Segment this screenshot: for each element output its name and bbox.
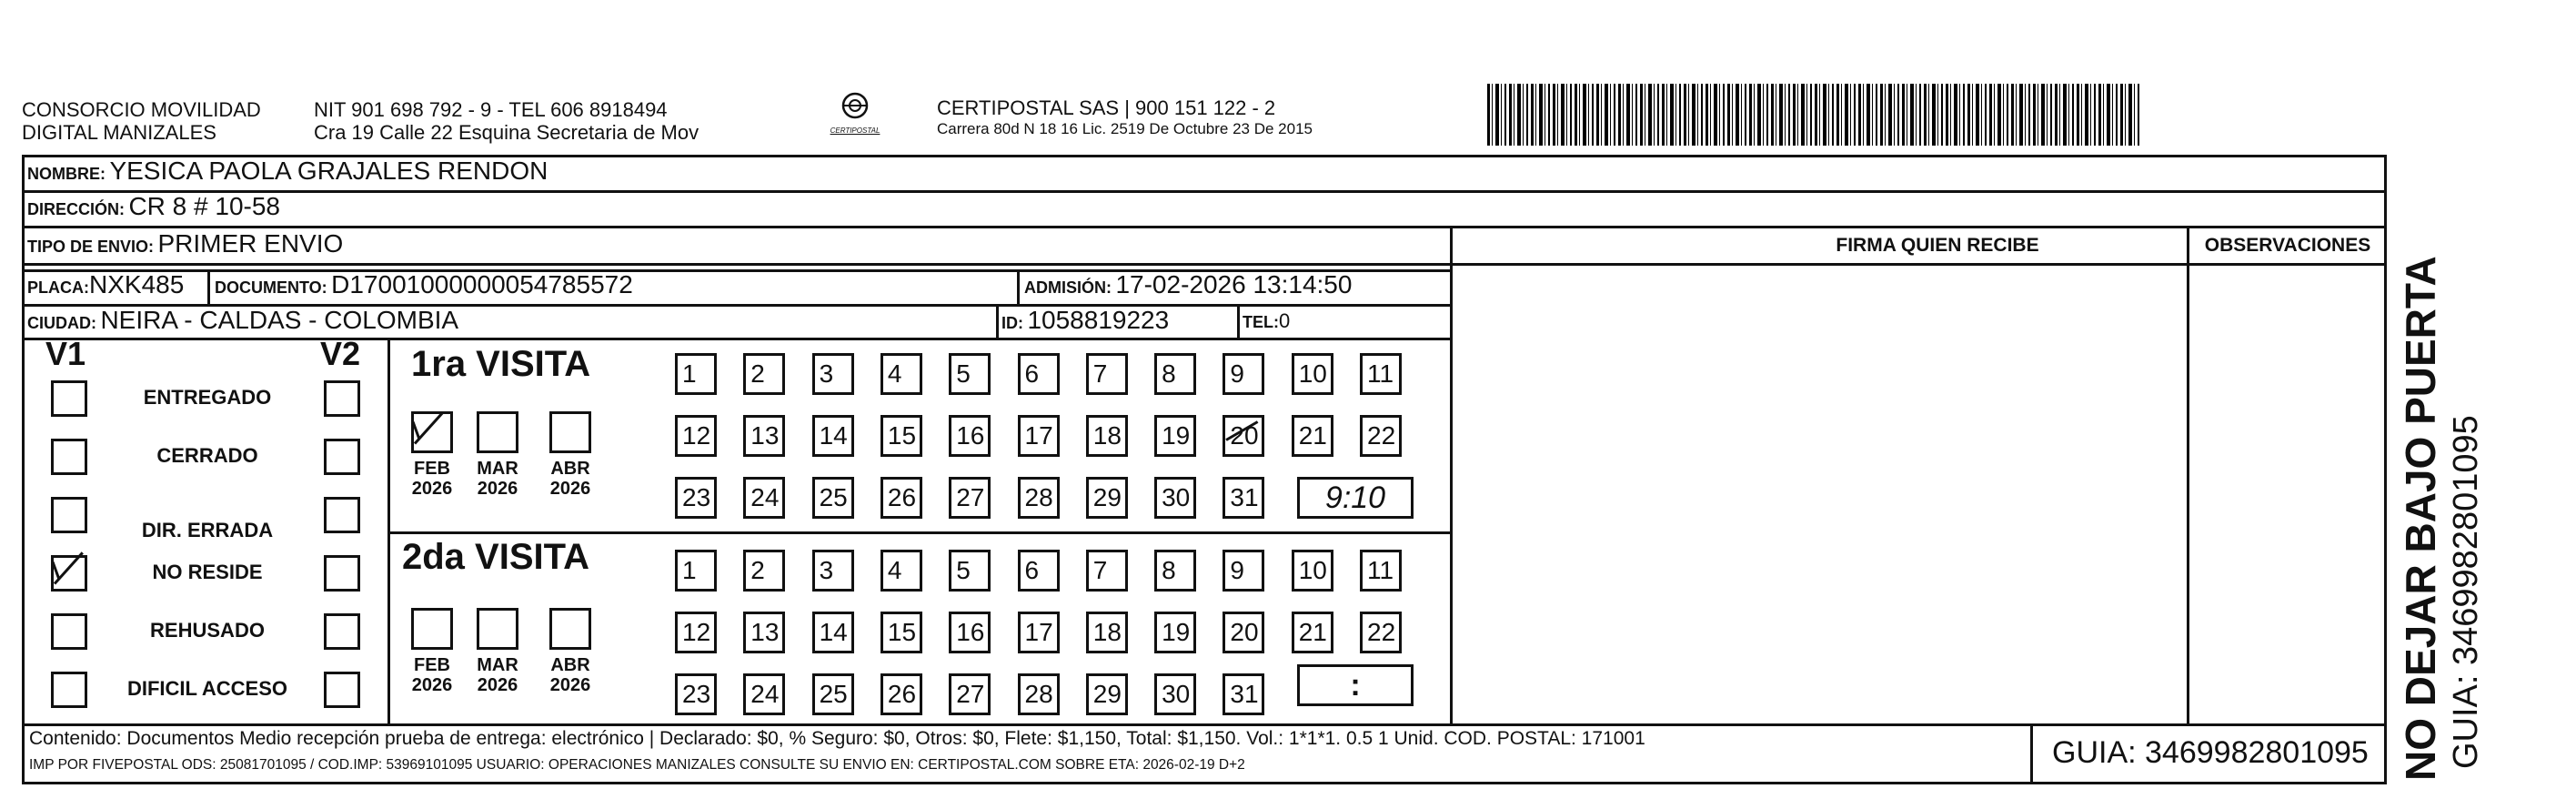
ciudad-value: NEIRA - CALDAS - COLOMBIA <box>100 306 459 334</box>
v2-checkbox[interactable] <box>324 672 360 708</box>
visit2-day-box[interactable]: 21 <box>1292 612 1333 653</box>
admision-label: ADMISIÓN: <box>1024 278 1112 297</box>
visit1-day-box[interactable]: 6 <box>1018 353 1060 395</box>
admision-cell <box>1024 270 1352 299</box>
month-year: 2026 <box>549 675 591 695</box>
v2-checkbox[interactable] <box>324 497 360 533</box>
visit2-day-box[interactable]: 1 <box>675 550 717 592</box>
visit1-day-box[interactable]: 7 <box>1086 353 1128 395</box>
observaciones-label: OBSERVACIONES <box>2204 235 2371 256</box>
v2-checkbox[interactable] <box>324 439 360 475</box>
cell-divider <box>207 269 210 304</box>
visit-divider <box>387 531 1450 534</box>
visit2-day-box[interactable]: 23 <box>675 673 717 715</box>
visit1-month-label <box>545 459 596 499</box>
courier-logo <box>814 91 896 135</box>
visit1-day-box[interactable]: 12 <box>675 415 717 457</box>
visit2-day-box[interactable]: 2 <box>743 550 785 592</box>
v1-checkbox[interactable] <box>51 672 87 708</box>
month-year: 2026 <box>411 479 453 499</box>
visit1-day-box[interactable]: 18 <box>1086 415 1128 457</box>
nombre-value: YESICA PAOLA GRAJALES RENDON <box>109 157 548 185</box>
v2-checkbox[interactable] <box>324 380 360 417</box>
visit2-month-checkbox[interactable] <box>549 608 591 650</box>
v2-checkbox[interactable] <box>324 613 360 650</box>
footer-imp: IMP POR FIVEPOSTAL ODS: 25081701095 / COD.IMP: 53969101095 USUARIO: OPERACIONES MANIZALES CONSULTE SU ENVIO EN: CERTIPOSTAL.COM SOBRE ETA: 2026-02-19 D+2 <box>29 757 1245 773</box>
company-line-1: CONSORCIO MOVILIDAD <box>22 98 261 121</box>
documento-cell <box>215 270 633 299</box>
barcode <box>1487 84 2142 146</box>
visit1-day-box[interactable]: 26 <box>880 477 922 519</box>
visit2-day-box[interactable]: 8 <box>1154 550 1196 592</box>
visit2-day-box[interactable]: 13 <box>743 612 785 653</box>
visit1-month-label <box>407 459 458 499</box>
guia-divider <box>2030 723 2033 784</box>
visit2-day-box[interactable]: 17 <box>1018 612 1060 653</box>
status-option-label: CERRADO <box>156 444 258 467</box>
visit2-day-box[interactable]: 5 <box>949 550 991 592</box>
visit1-day-box[interactable]: 5 <box>949 353 991 395</box>
company-line-2: DIGITAL MANIZALES <box>22 121 216 144</box>
v1-header: V1 <box>45 335 86 372</box>
visit2-day-box[interactable]: 10 <box>1292 550 1333 592</box>
id-cell <box>1001 306 1169 335</box>
direccion-label: DIRECCIÓN: <box>27 200 125 218</box>
visit2-day-box[interactable]: 7 <box>1086 550 1128 592</box>
visit2-day-box[interactable]: 12 <box>675 612 717 653</box>
logo-text: CERTIPOSTAL <box>830 126 880 135</box>
visit2-month-checkbox[interactable] <box>477 608 518 650</box>
visit2-day-box[interactable]: 18 <box>1086 612 1128 653</box>
visit2-time: : <box>1297 664 1414 706</box>
row-divider <box>22 190 2387 193</box>
cell-divider <box>996 304 999 338</box>
visit1-day-box[interactable]: 13 <box>743 415 785 457</box>
visit1-day-box[interactable]: 29 <box>1086 477 1128 519</box>
visit1-day-box[interactable]: 3 <box>812 353 854 395</box>
placa-label: PLACA: <box>27 278 89 297</box>
tipo-row <box>27 229 343 258</box>
ciudad-cell <box>27 306 458 335</box>
status-option-label: ENTREGADO <box>143 386 272 409</box>
visit2-day-box[interactable]: 6 <box>1018 550 1060 592</box>
nit-line: NIT 901 698 792 - 9 - TEL 606 8918494 <box>314 98 668 121</box>
visit1-day-box[interactable]: 17 <box>1018 415 1060 457</box>
visit2-day-box[interactable]: 29 <box>1086 673 1128 715</box>
visit1-day-box[interactable]: 24 <box>743 477 785 519</box>
side-guia: GUIA: 3469982801095 <box>2447 415 2485 769</box>
nombre-label: NOMBRE: <box>27 165 106 183</box>
footer-contenido: Contenido: Documentos Medio recepción prueba de entrega: electrónico | Declarado: $0, % Seguro: $0, Otros: $0, Flete: $1,150, Total: $1,150. Vol.: 1*1*1. 0.5 1 Unid. COD. POSTAL: 171001 <box>29 728 1645 749</box>
side-warning: NO DEJAR BAJO PUERTA <box>2397 256 2444 781</box>
visit1-day-box[interactable]: 10 <box>1292 353 1333 395</box>
visit1-month-checkbox[interactable] <box>549 411 591 453</box>
visit1-day-box[interactable]: 25 <box>812 477 854 519</box>
placa-value: NXK485 <box>89 270 185 298</box>
visit1-day-box[interactable]: 28 <box>1018 477 1060 519</box>
visit2-day-box[interactable]: 22 <box>1360 612 1402 653</box>
visit2-day-box[interactable]: 31 <box>1223 673 1264 715</box>
cell-divider <box>1237 304 1240 338</box>
status-option-label: DIFICIL ACCESO <box>126 677 287 700</box>
visit1-day-box[interactable]: 31 <box>1223 477 1264 519</box>
month-name: MAR <box>477 459 518 479</box>
ciudad-label: CIUDAD: <box>27 314 96 332</box>
v2-header: V2 <box>320 335 361 372</box>
cell-divider <box>1017 269 1020 304</box>
tipo-label: TIPO DE ENVIO: <box>27 238 155 256</box>
visit2-month-label <box>407 655 458 695</box>
month-name: ABR <box>550 459 590 479</box>
id-value: 1058819223 <box>1027 306 1170 334</box>
visit2-month-label <box>545 655 596 695</box>
address-line: Cra 19 Calle 22 Esquina Secretaria de Mov <box>314 121 699 144</box>
signature-divider <box>1450 226 1453 723</box>
visit1-day-box[interactable]: 19 <box>1154 415 1196 457</box>
visit2-day-box[interactable]: 25 <box>812 673 854 715</box>
v1-checkbox[interactable] <box>51 613 87 650</box>
visit1-day-box[interactable]: 21 <box>1292 415 1333 457</box>
visit1-day-box[interactable]: 22 <box>1360 415 1402 457</box>
visit1-time: 9:10 <box>1297 477 1414 519</box>
row-divider <box>22 263 2387 266</box>
visit1-day-box[interactable]: 9 <box>1223 353 1264 395</box>
tipo-value: PRIMER ENVIO <box>157 229 344 258</box>
courier-line-1: CERTIPOSTAL SAS | 900 151 122 - 2 <box>937 96 1276 119</box>
status-option-label: NO RESIDE <box>152 561 263 583</box>
placa-cell <box>27 270 184 299</box>
v1-checkbox[interactable] <box>51 439 87 475</box>
visit2-day-box[interactable]: 14 <box>812 612 854 653</box>
row-divider <box>22 338 1450 340</box>
visit2-day-box[interactable]: 15 <box>880 612 922 653</box>
visit1-day-box[interactable]: 14 <box>812 415 854 457</box>
tel-label: TEL: <box>1243 313 1279 331</box>
visit2-day-box[interactable]: 16 <box>949 612 991 653</box>
month-name: ABR <box>550 655 590 675</box>
visit2-day-box[interactable]: 11 <box>1360 550 1402 592</box>
visit1-day-box[interactable]: 8 <box>1154 353 1196 395</box>
visit1-day-box[interactable]: 11 <box>1360 353 1402 395</box>
visit2-month-label <box>472 655 523 695</box>
month-year: 2026 <box>549 479 591 499</box>
visit2-month-checkbox[interactable] <box>411 608 453 650</box>
month-year: 2026 <box>477 479 518 499</box>
footer-guia: GUIA: 3469982801095 <box>2052 735 2369 770</box>
courier-info <box>937 96 1313 139</box>
v1-checkbox[interactable] <box>51 497 87 533</box>
status-option-label: DIR. ERRADA <box>141 519 274 541</box>
admision-value: 17-02-2026 13:14:50 <box>1115 270 1353 298</box>
visit2-day-box[interactable]: 9 <box>1223 550 1264 592</box>
visit2-day-box[interactable]: 3 <box>812 550 854 592</box>
visit2-day-box[interactable]: 24 <box>743 673 785 715</box>
visit1-day-box[interactable]: 2 <box>743 353 785 395</box>
v2-checkbox[interactable] <box>324 555 360 592</box>
visit2-day-box[interactable]: 19 <box>1154 612 1196 653</box>
nombre-row <box>27 157 548 186</box>
month-name: MAR <box>477 655 518 675</box>
visit1-day-box[interactable]: 27 <box>949 477 991 519</box>
visit2-day-box[interactable]: 20 <box>1223 612 1264 653</box>
visit1-day-box[interactable]: 1 <box>675 353 717 395</box>
visit1-day-box[interactable]: 4 <box>880 353 922 395</box>
direccion-row <box>27 192 280 221</box>
visit1-day-box[interactable]: 30 <box>1154 477 1196 519</box>
visit1-day-box[interactable]: 23 <box>675 477 717 519</box>
courier-line-2: Carrera 80d N 18 16 Lic. 2519 De Octubre 23 De 2015 <box>937 120 1313 137</box>
visit2-day-box[interactable]: 30 <box>1154 673 1196 715</box>
month-year: 2026 <box>477 675 518 695</box>
tel-cell <box>1243 309 1290 333</box>
visit1-month-checkbox[interactable] <box>477 411 518 453</box>
visit1-day-box[interactable]: 20 <box>1223 415 1264 457</box>
visit2-title: 2da VISITA <box>402 537 589 577</box>
visit1-day-box[interactable]: 15 <box>880 415 922 457</box>
documento-label: DOCUMENTO: <box>215 278 327 297</box>
status-divider <box>387 338 390 723</box>
visit1-day-box[interactable]: 16 <box>949 415 991 457</box>
direccion-value: CR 8 # 10-58 <box>128 192 280 220</box>
documento-value: D17001000000054785572 <box>331 270 633 298</box>
visit2-day-box[interactable]: 27 <box>949 673 991 715</box>
visit2-day-box[interactable]: 26 <box>880 673 922 715</box>
visit1-month-label <box>472 459 523 499</box>
id-label: ID: <box>1001 314 1023 332</box>
tel-value: 0 <box>1279 309 1291 332</box>
visit1-title: 1ra VISITA <box>411 344 591 384</box>
visit2-day-box[interactable]: 4 <box>880 550 922 592</box>
row-divider <box>22 226 2387 228</box>
firma-label: FIRMA QUIEN RECIBE <box>1836 235 2039 256</box>
status-option-label: REHUSADO <box>150 619 265 642</box>
visit2-day-box[interactable]: 28 <box>1018 673 1060 715</box>
logo-emblem-icon <box>839 91 871 122</box>
obs-divider <box>2187 226 2189 723</box>
company-name <box>22 98 261 144</box>
month-name: FEB <box>414 655 450 675</box>
month-year: 2026 <box>411 675 453 695</box>
company-contact <box>314 98 699 144</box>
v1-checkbox[interactable] <box>51 380 87 417</box>
month-name: FEB <box>414 459 450 479</box>
